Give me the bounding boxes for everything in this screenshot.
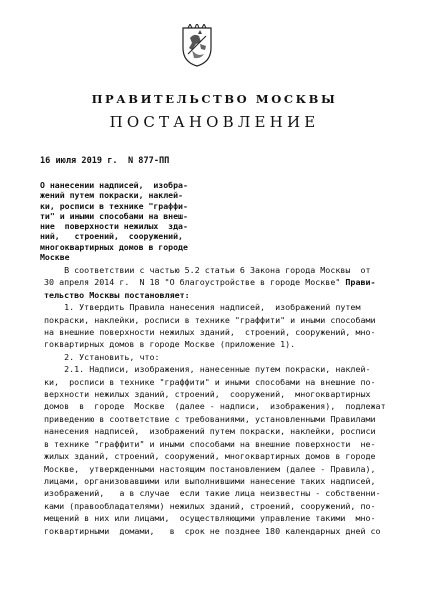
body-line: 1. Утвердить Правила нанесения надписей, изображений путем bbox=[44, 302, 361, 313]
body-line: ки, росписи в технике "граффити" и иными способами на внешние по- bbox=[44, 376, 376, 387]
body-bold-text: Прави- bbox=[345, 277, 376, 288]
body-line: лицами, организовавшими или выполнившими нанесение таких надписей, bbox=[44, 475, 376, 486]
body-line: В соответствии с частью 5.2 статьи 6 Закона города Москвы от bbox=[44, 265, 371, 275]
body-line: верхности нежилых зданий, строений, сооружений, многоквартирных bbox=[44, 389, 371, 400]
subject-line: ние поверхности нежилых зда- bbox=[40, 221, 188, 232]
subject-line: ки, росписи в технике "граффи- bbox=[40, 200, 188, 211]
body-line: покраски, наклейки, росписи в технике "граффити" и иными способами bbox=[44, 314, 376, 325]
body-line: гоквартирных домов в городе Москве (приложение 1). bbox=[44, 339, 296, 350]
body-line: приведению в соответствие с требованиями, установленными Правилами bbox=[44, 413, 376, 424]
document-date-number: 16 июля 2019 г. N 877-ПП bbox=[40, 156, 170, 166]
body-line: изображений, а в случае если такие лица неизвестны - собственни- bbox=[44, 488, 381, 499]
moscow-coat-of-arms-icon bbox=[180, 24, 214, 68]
body-line: Москве, утвержденными настоящим постановлением (далее - Правила), bbox=[44, 463, 376, 474]
body-line: ками (правообладателями) нежилых зданий, строений, сооружений, по- bbox=[44, 500, 376, 511]
subject-line: ний, строений, сооружений, bbox=[40, 231, 183, 242]
subject-line: многоквартирных домов в городе bbox=[40, 241, 188, 252]
body-line: на внешние поверхности нежилых зданий, строений, сооружений, мно- bbox=[44, 327, 376, 338]
document-subject bbox=[40, 180, 200, 262]
body-line: в технике "граффити" и иными способами на внешние поверхности не- bbox=[44, 438, 376, 449]
document-body bbox=[44, 264, 388, 537]
government-name: ПРАВИТЕЛЬСТВО МОСКВЫ bbox=[91, 92, 338, 106]
body-line bbox=[44, 276, 388, 288]
body-line: нанесения надписей, изображений путем покраски, наклейки, росписи bbox=[44, 426, 376, 437]
subject-line: ти" и иными способами на внеш- bbox=[40, 210, 188, 221]
body-line: гоквартирными домами, в срок не позднее 180 календарных дней со bbox=[44, 525, 381, 536]
body-line: тельство Москвы постановляет: bbox=[44, 289, 190, 300]
subject-line: О нанесении надписей, изобра- bbox=[40, 180, 188, 190]
body-line: 2. Установить, что: bbox=[44, 351, 160, 362]
subject-line: Москве bbox=[40, 252, 70, 263]
body-line-text: 30 апреля 2014 г. N 18 "О благоустройстве в городе Москве" bbox=[44, 277, 346, 288]
body-line: жилых зданий, строений, сооружений, многоквартирных домов в городе bbox=[44, 451, 376, 462]
body-line: домов в городе Москве (далее - надписи, изображения), подлежат bbox=[44, 401, 386, 412]
body-line: мещений в них или лицами, осуществляющими управление такими мно- bbox=[44, 513, 376, 524]
body-line: 2.1. Надписи, изображения, нанесенные путем покраски, наклей- bbox=[44, 364, 371, 375]
subject-line: жений путем покраски, наклей- bbox=[40, 190, 183, 201]
document-type: ПОСТАНОВЛЕНИЕ bbox=[109, 113, 320, 131]
